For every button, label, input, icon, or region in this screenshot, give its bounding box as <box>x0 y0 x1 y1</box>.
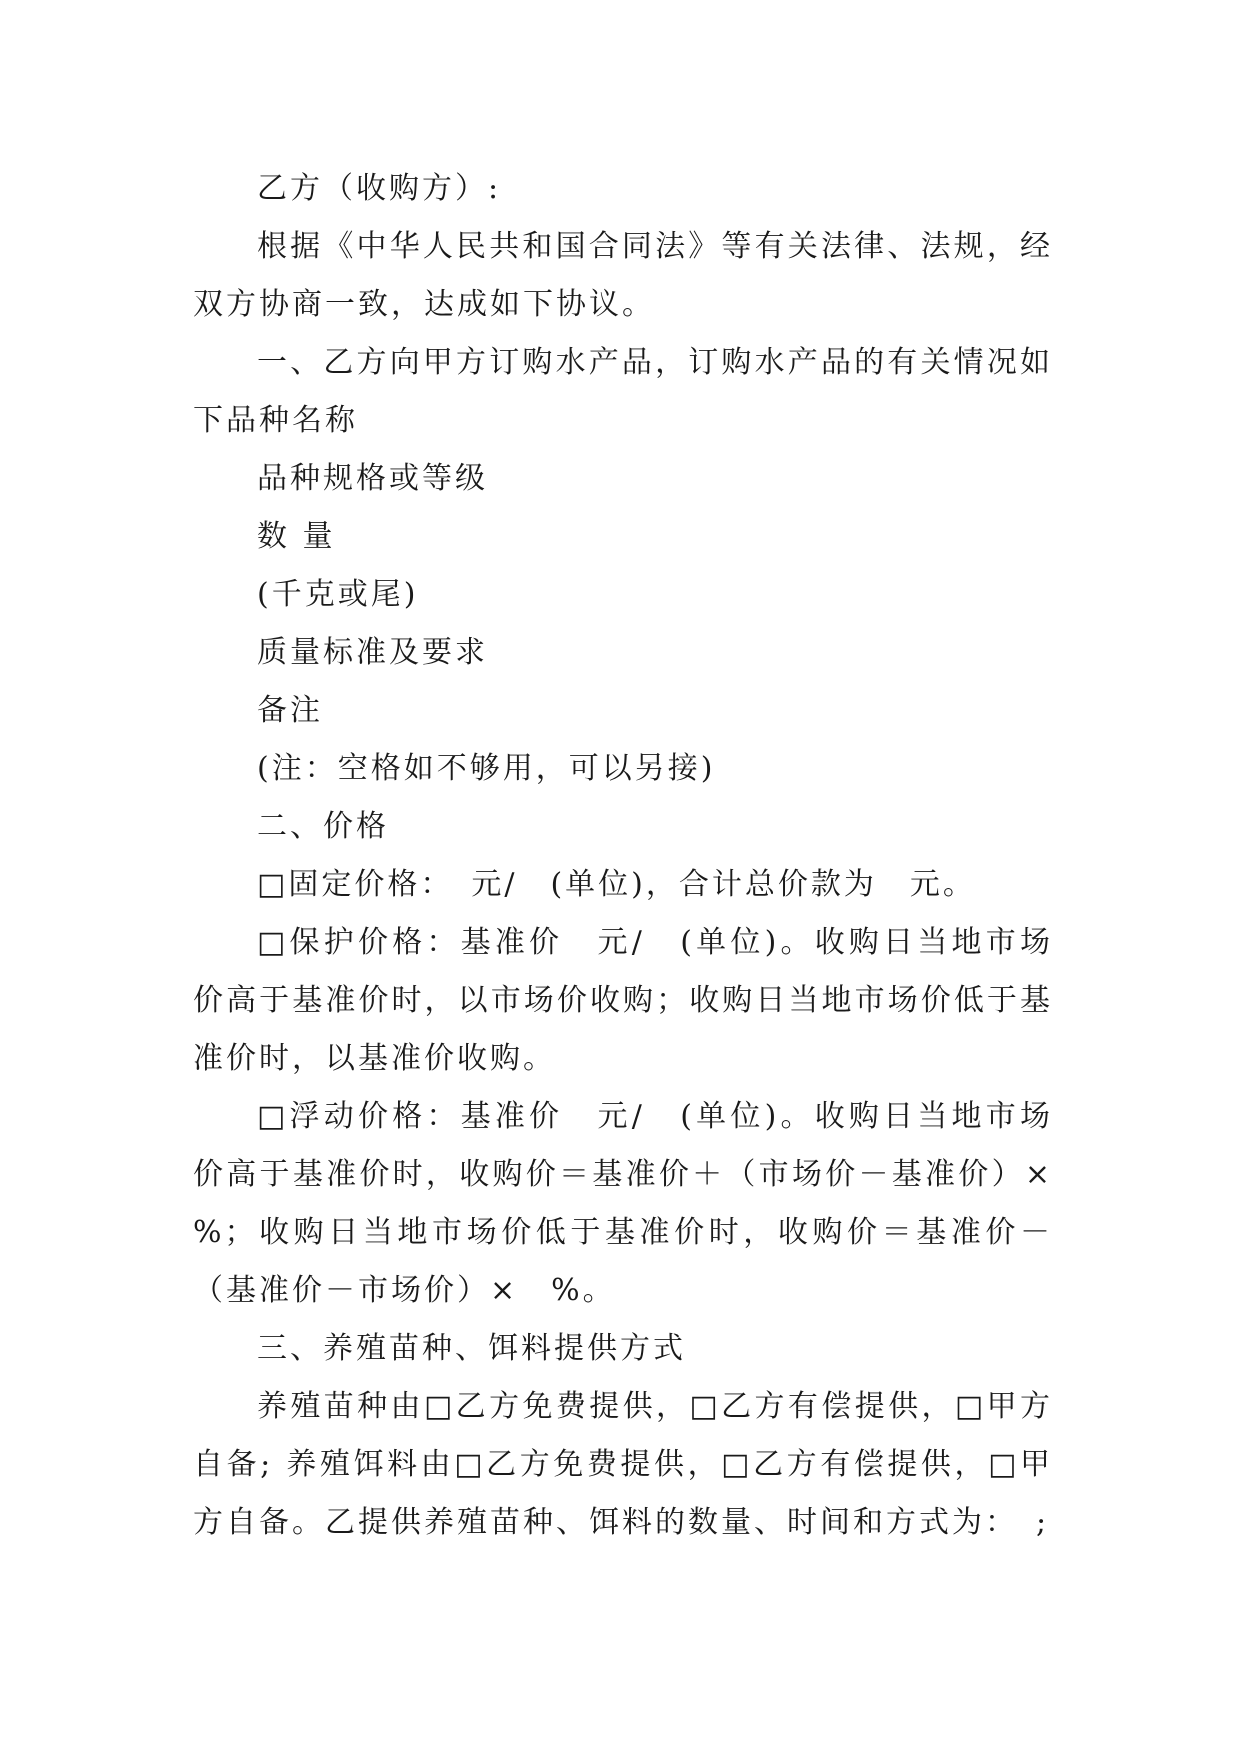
paragraph-section-3-heading: 三、养殖苗种、饵料提供方式 <box>257 1331 686 1366</box>
document-body <box>193 160 1086 1552</box>
paragraph-quantity-unit: (千克或尾) <box>257 577 419 612</box>
paragraph-quantity: 数 量 <box>257 519 336 554</box>
paragraph-section-2-heading: 二、价格 <box>257 809 389 844</box>
paragraph-quality-standard: 质量标准及要求 <box>257 635 488 670</box>
paragraph-remarks: 备注 <box>257 693 323 728</box>
paragraph-spec-grade: 品种规格或等级 <box>257 461 488 496</box>
paragraph-party-b: 乙方（收购方）: <box>257 171 502 206</box>
paragraph-preamble: 根据《中华人民共和国合同法》等有关法律、法规，经双方协商一致，达成如下协议。 <box>193 229 1053 322</box>
paragraph-seed-feed-supply: 养殖苗种由□乙方免费提供，□乙方有偿提供，□甲方自备; 养殖饵料由□乙方免费提供，□乙方有偿提供，□甲方自备。乙提供养殖苗种、饵料的数量、时间和方式为： ; <box>193 1389 1053 1540</box>
paragraph-fixed-price: □固定价格： 元/ (单位)，合计总价款为 元。 <box>257 867 976 902</box>
paragraph-section-1: 一、乙方向甲方订购水产品，订购水产品的有关情况如下品种名称 <box>193 345 1053 438</box>
paragraph-note: (注：空格如不够用，可以另接) <box>257 751 716 786</box>
paragraph-floating-price: □浮动价格：基准价 元/ (单位)。收购日当地市场价高于基准价时，收购价＝基准价＋（市场价－基准价）× %；收购日当地市场价低于基准价时，收购价＝基准价－（基准价－市场价）× %。 <box>193 1099 1086 1308</box>
paragraph-protected-price: □保护价格：基准价 元/ (单位)。收购日当地市场价高于基准价时，以市场价收购；收购日当地市场价低于基准价时，以基准价收购。 <box>193 925 1053 1076</box>
